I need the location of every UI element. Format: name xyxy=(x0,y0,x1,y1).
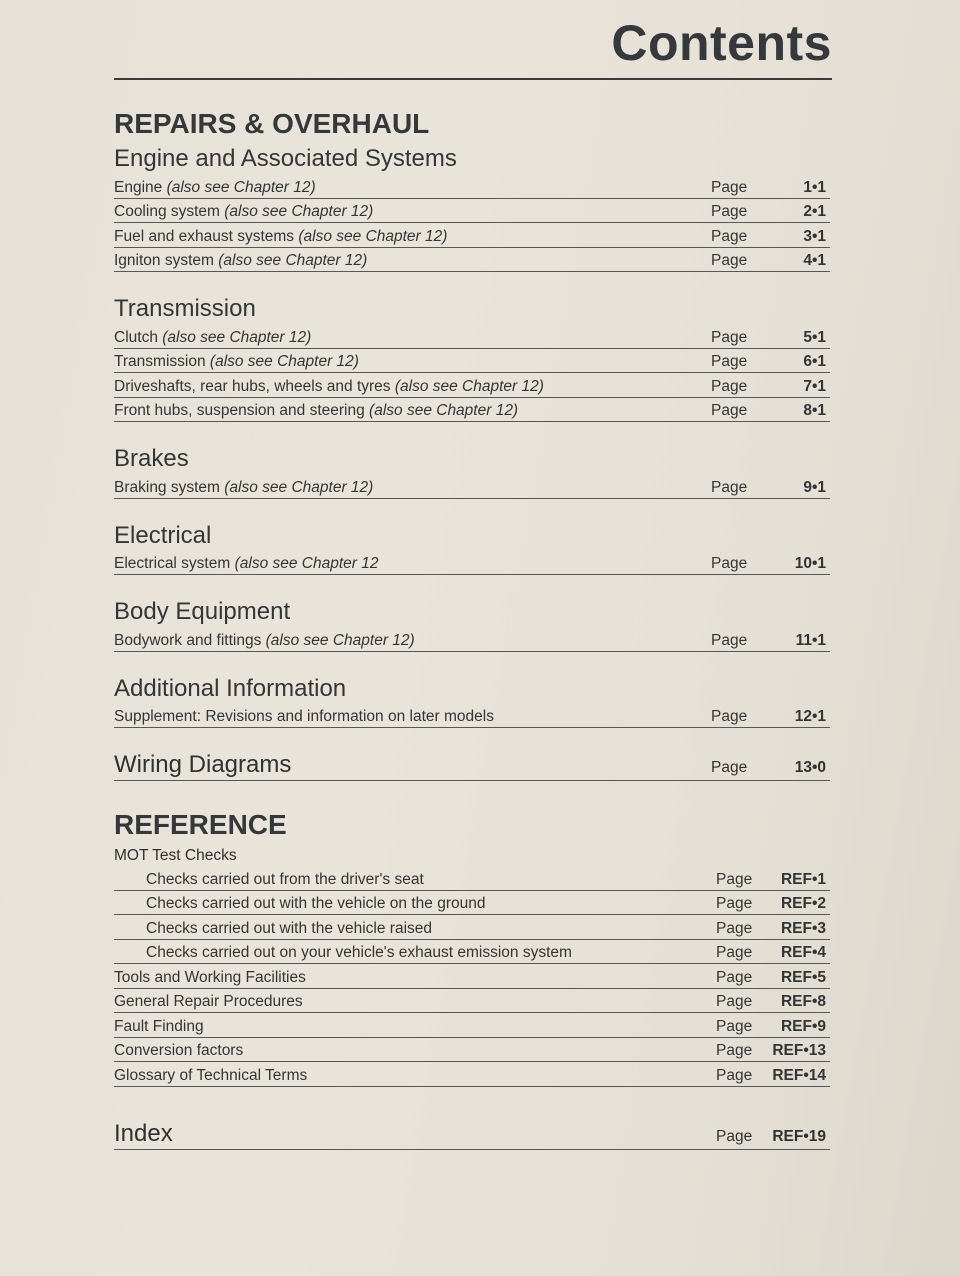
page-number: REF•19 xyxy=(772,1127,826,1145)
reference-part-title: REFERENCE xyxy=(114,809,287,840)
page-word: Page xyxy=(716,895,753,912)
section-title: Transmission xyxy=(114,295,256,322)
entry-note: (also see Chapter 12) xyxy=(218,252,368,269)
page-number: REF•8 xyxy=(780,993,826,1010)
page-word: Page xyxy=(711,252,748,269)
entry-label xyxy=(114,631,711,651)
page-word: Page xyxy=(711,555,748,572)
toc-row[interactable] xyxy=(114,915,830,940)
page-word: Page xyxy=(716,870,753,888)
page-number: 12•1 xyxy=(794,708,826,725)
entry-title: Electrical system xyxy=(114,555,235,572)
toc-row[interactable] xyxy=(114,989,830,1014)
entry-title: Cooling system xyxy=(114,203,225,220)
title-rule xyxy=(114,78,832,80)
entry-note: (also see Chapter 12) xyxy=(166,178,316,196)
toc-row[interactable] xyxy=(114,704,830,729)
page-word: Page xyxy=(711,402,748,419)
page-word: Page xyxy=(716,944,753,961)
toc-row[interactable] xyxy=(114,1013,830,1038)
page-number: 13•0 xyxy=(794,759,826,776)
entry-title: Checks carried out on your vehicle's exhaust emission system xyxy=(146,944,572,961)
toc-row[interactable] xyxy=(114,1062,830,1087)
page-number: 11•1 xyxy=(795,631,826,649)
toc-section xyxy=(114,597,830,652)
page-word: Page xyxy=(711,708,748,725)
entry-label xyxy=(114,328,711,348)
page-word: Page xyxy=(711,353,748,370)
toc-row[interactable] xyxy=(114,866,830,891)
entry-label xyxy=(114,227,711,247)
page-number: 1•1 xyxy=(803,178,826,196)
entry-title: Bodywork and fittings xyxy=(114,631,266,649)
page-number: 8•1 xyxy=(803,402,826,419)
page-word: Page xyxy=(711,759,748,776)
entry-note: (also see Chapter 12) xyxy=(265,631,415,649)
page-number: 2•1 xyxy=(803,203,826,220)
section-title: Additional Information xyxy=(114,674,347,702)
toc-row[interactable] xyxy=(114,627,830,652)
entry-title: Checks carried out with the vehicle raised xyxy=(146,919,433,937)
toc-section xyxy=(114,444,830,499)
section-title: Engine and Associated Systems xyxy=(114,145,457,172)
entry-label xyxy=(114,202,711,222)
entry-title: Driveshafts, rear hubs, wheels and tyres xyxy=(114,377,395,395)
entry-label xyxy=(114,377,711,397)
entry-title: Conversion factors xyxy=(114,1042,244,1059)
page-number: 6•1 xyxy=(803,353,826,370)
page-word: Page xyxy=(716,919,753,937)
page-number: 4•1 xyxy=(803,252,826,269)
entry-label xyxy=(114,251,711,271)
page-word: Page xyxy=(711,178,748,196)
entry-title: General Repair Procedures xyxy=(114,993,303,1010)
entry-label xyxy=(114,707,711,727)
page-title: Contents xyxy=(611,15,832,71)
mot-heading xyxy=(114,843,830,866)
entry-title: Transmission xyxy=(114,353,210,370)
entry-title: Braking system xyxy=(114,478,225,496)
page-number: REF•4 xyxy=(780,944,826,961)
entry-note: (also see Chapter 12) xyxy=(162,328,312,346)
entry-title: Fault Finding xyxy=(114,1017,204,1035)
toc-row[interactable] xyxy=(114,891,830,916)
page-number: REF•1 xyxy=(780,870,826,888)
contents-list xyxy=(114,106,830,1150)
reference-items xyxy=(114,964,830,1087)
entry-note: (also see Chapter 12) xyxy=(224,203,374,220)
entry-title: Checks carried out with the vehicle on the ground xyxy=(146,895,486,912)
toc-section xyxy=(114,521,830,576)
entry-label xyxy=(114,401,711,421)
entry-title: Fuel and exhaust systems xyxy=(114,227,299,245)
mot-items xyxy=(114,866,830,964)
entry-label xyxy=(114,478,711,498)
page-word: Page xyxy=(711,227,748,245)
index-label: Index xyxy=(114,1119,173,1147)
entry-title: Tools and Working Facilities xyxy=(114,968,306,986)
entry-title: Igniton system xyxy=(114,252,219,269)
page-number: REF•5 xyxy=(780,968,826,986)
toc-row[interactable] xyxy=(114,223,830,248)
entry-note: (also see Chapter 12) xyxy=(298,227,448,245)
section-title: Body Equipment xyxy=(114,598,291,625)
section-title: Electrical xyxy=(114,521,212,549)
page-word: Page xyxy=(716,1066,753,1084)
entry-note: (also see Chapter 12) xyxy=(209,353,359,370)
entry-label xyxy=(114,352,711,372)
entry-title: Clutch xyxy=(114,328,163,346)
wiring-diagrams-label: Wiring Diagrams xyxy=(114,751,292,778)
entry-label xyxy=(114,178,711,198)
entry-note: (also see Chapter 12 xyxy=(234,555,379,572)
entry-title: Checks carried out from the driver's seat xyxy=(146,870,424,888)
toc-row[interactable] xyxy=(114,398,830,423)
toc-row[interactable] xyxy=(114,373,830,398)
entry-title: Engine xyxy=(114,178,167,196)
toc-row-wiring-diagrams[interactable] xyxy=(114,746,830,781)
mot-heading-label: MOT Test Checks xyxy=(114,847,237,864)
page-number: 3•1 xyxy=(803,227,826,245)
toc-row[interactable] xyxy=(114,1038,830,1063)
section-title: Brakes xyxy=(114,445,189,472)
toc-section xyxy=(114,674,830,729)
page-number: 9•1 xyxy=(803,478,826,496)
toc-section xyxy=(114,144,830,272)
repairs-sections xyxy=(114,144,830,728)
page-word: Page xyxy=(716,1042,753,1059)
page-word: Page xyxy=(716,993,753,1010)
toc-section xyxy=(114,294,830,422)
toc-row-index[interactable] xyxy=(114,1115,830,1150)
page-word: Page xyxy=(711,478,748,496)
toc-row[interactable] xyxy=(114,248,830,273)
toc-row[interactable] xyxy=(114,551,830,576)
entry-label xyxy=(114,554,711,574)
entry-note: (also see Chapter 12) xyxy=(369,402,519,419)
page-number: 5•1 xyxy=(803,328,826,346)
page-word: Page xyxy=(716,968,753,986)
page-word: Page xyxy=(711,631,748,649)
toc-row[interactable] xyxy=(114,174,830,199)
page-number: REF•3 xyxy=(780,919,826,937)
page-word: Page xyxy=(716,1127,753,1145)
entry-note: (also see Chapter 12) xyxy=(224,478,374,496)
page-word: Page xyxy=(711,377,748,395)
page-number: REF•14 xyxy=(772,1066,826,1084)
toc-row[interactable] xyxy=(114,349,830,374)
page-word: Page xyxy=(711,328,748,346)
toc-row[interactable] xyxy=(114,964,830,989)
repairs-part-title: REPAIRS & OVERHAUL xyxy=(114,108,430,139)
page-word: Page xyxy=(711,203,748,220)
page-number: REF•2 xyxy=(780,895,826,912)
entry-title: Front hubs, suspension and steering xyxy=(114,402,370,419)
entry-title: Supplement: Revisions and information on later models xyxy=(114,708,494,725)
page-number: REF•9 xyxy=(780,1017,826,1035)
toc-row[interactable] xyxy=(114,474,830,499)
page-number: REF•13 xyxy=(772,1042,826,1059)
page-number: 10•1 xyxy=(794,555,826,572)
entry-note: (also see Chapter 12) xyxy=(394,377,544,395)
page-number: 7•1 xyxy=(803,377,826,395)
page-word: Page xyxy=(716,1017,753,1035)
toc-row[interactable] xyxy=(114,199,830,224)
entry-title: Glossary of Technical Terms xyxy=(114,1066,308,1084)
toc-row[interactable] xyxy=(114,940,830,965)
toc-row[interactable] xyxy=(114,324,830,349)
